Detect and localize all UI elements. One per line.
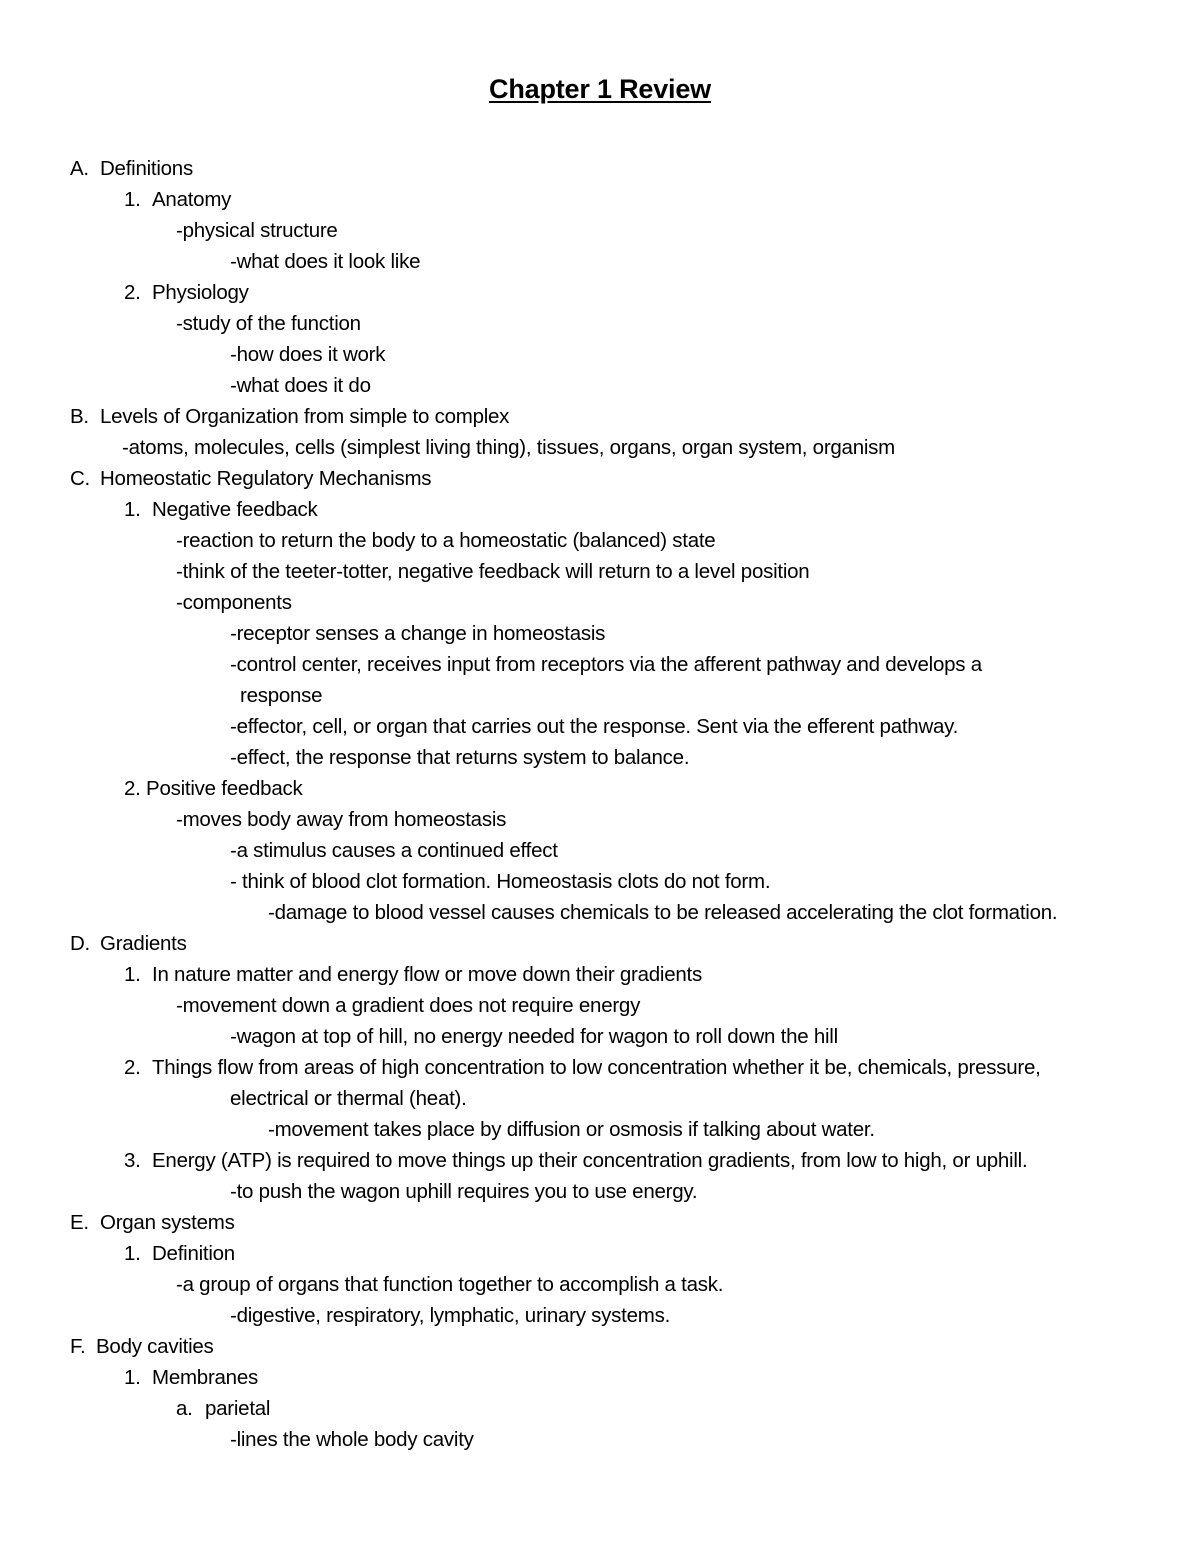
outline-line: -a stimulus causes a continued effect [230, 839, 558, 862]
list-marker: E. [70, 1211, 89, 1234]
outline-line: electrical or thermal (heat). [230, 1087, 467, 1110]
outline-line: -control center, receives input from receptors via the afferent pathway and develops a [230, 653, 982, 676]
outline-line: Homeostatic Regulatory Mechanisms [100, 467, 432, 490]
outline-line: -to push the wagon uphill requires you to use energy. [230, 1180, 698, 1203]
outline-line: -physical structure [176, 219, 338, 242]
list-marker: C. [70, 467, 90, 490]
outline-line: -study of the function [176, 312, 361, 335]
list-marker: a. [176, 1397, 193, 1420]
list-marker: 1. [124, 1366, 141, 1389]
outline-line: Energy (ATP) is required to move things up their concentration gradients, from low to high, or uphill. [152, 1149, 1028, 1172]
outline-line: -receptor senses a change in homeostasis [230, 622, 606, 645]
outline-line: -atoms, molecules, cells (simplest living thing), tissues, organs, organ system, organism [122, 436, 895, 459]
outline-line: Gradients [100, 932, 187, 955]
outline-line: -think of the teeter-totter, negative feedback will return to a level position [176, 560, 810, 583]
outline-line: response [240, 684, 323, 707]
outline-line: Anatomy [152, 188, 232, 211]
outline-line: Things flow from areas of high concentration to low concentration whether it be, chemicals, pressure, [152, 1056, 1041, 1079]
outline-line: -damage to blood vessel causes chemicals to be released accelerating the clot formation. [268, 901, 1058, 924]
outline-line: Membranes [152, 1366, 258, 1389]
outline-line: 2. Positive feedback [124, 777, 303, 800]
list-marker: 2. [124, 281, 141, 304]
outline-line: -how does it work [230, 343, 386, 366]
list-marker: A. [70, 157, 89, 180]
outline-line: -effector, cell, or organ that carries out the response. Sent via the efferent pathway. [230, 715, 959, 738]
outline-line: -moves body away from homeostasis [176, 808, 507, 831]
list-marker: 3. [124, 1149, 141, 1172]
outline-line: -digestive, respiratory, lymphatic, urinary systems. [230, 1304, 671, 1327]
outline-line: Definition [152, 1242, 235, 1265]
outline-line: -effect, the response that returns system to balance. [230, 746, 690, 769]
outline-line: -movement down a gradient does not require energy [176, 994, 641, 1017]
outline-line: parietal [205, 1397, 271, 1420]
outline-line: -wagon at top of hill, no energy needed for wagon to roll down the hill [230, 1025, 838, 1048]
outline-line: -what does it look like [230, 250, 421, 273]
outline-line: Body cavities [96, 1335, 214, 1358]
list-marker: 1. [124, 188, 141, 211]
list-marker: F. [70, 1335, 86, 1358]
outline-line: In nature matter and energy flow or move down their gradients [152, 963, 702, 986]
list-marker: 1. [124, 1242, 141, 1265]
outline-line: -movement takes place by diffusion or osmosis if talking about water. [268, 1118, 875, 1141]
outline-line: Negative feedback [152, 498, 318, 521]
page-title: Chapter 1 Review [489, 74, 711, 104]
outline-line: -lines the whole body cavity [230, 1428, 474, 1451]
list-marker: 2. [124, 1056, 141, 1079]
outline-line: Definitions [100, 157, 193, 180]
list-marker: D. [70, 932, 90, 955]
outline-line: Physiology [152, 281, 249, 304]
list-marker: 1. [124, 498, 141, 521]
outline-line: -a group of organs that function together to accomplish a task. [176, 1273, 724, 1296]
outline-line: - think of blood clot formation. Homeostasis clots do not form. [230, 870, 771, 893]
outline-line: -reaction to return the body to a homeostatic (balanced) state [176, 529, 716, 552]
outline-line: Levels of Organization from simple to complex [100, 405, 510, 428]
list-marker: 1. [124, 963, 141, 986]
list-marker: B. [70, 405, 89, 428]
outline-line: -components [176, 591, 292, 614]
outline-line: -what does it do [230, 374, 371, 397]
outline-line: Organ systems [100, 1211, 235, 1234]
